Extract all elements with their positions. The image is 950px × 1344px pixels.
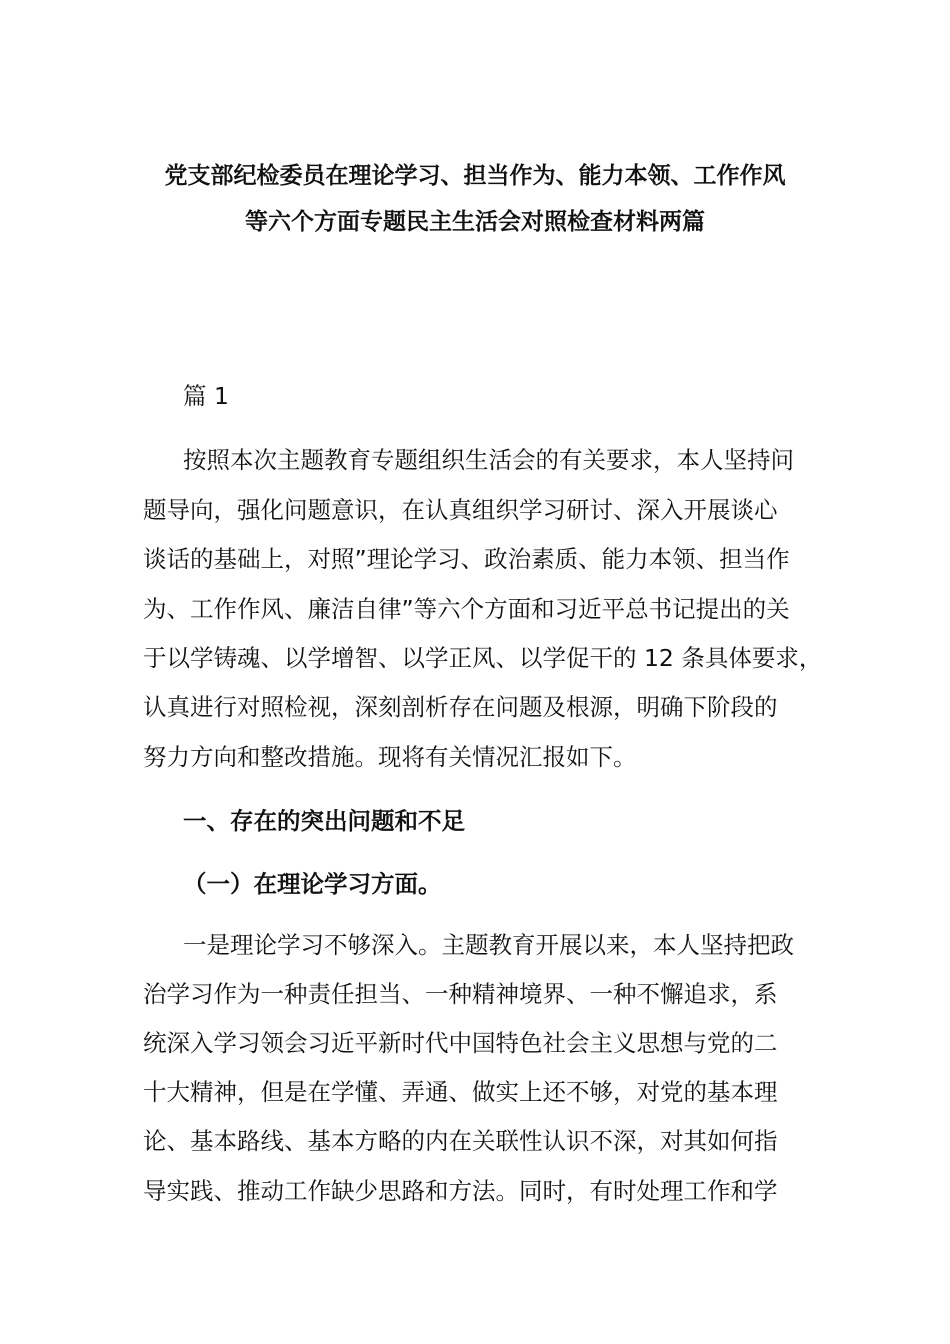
paragraph-line: 按照本次主题教育专题组织生活会的有关要求，本人坚持问 xyxy=(183,446,794,474)
paragraph-line: 认真进行对照检视，深刻剖析存在问题及根源，明确下阶段的 xyxy=(143,693,778,721)
paragraph-line: 导实践、推动工作缺少思路和方法。同时，有时处理工作和学 xyxy=(143,1177,778,1205)
paragraph-line: 于以学铸魂、以学增智、以学正风、以学促干的 12 条具体要求， xyxy=(143,644,823,672)
paragraph-line: 一是理论学习不够深入。主题教育开展以来，本人坚持把政 xyxy=(183,931,794,959)
paragraph-line: 统深入学习领会习近平新时代中国特色社会主义思想与党的二 xyxy=(143,1029,778,1057)
paragraph-line: 努力方向和整改措施。现将有关情况汇报如下。 xyxy=(143,743,637,771)
document-title-line-1: 党支部纪检委员在理论学习、担当作为、能力本领、工作作风 xyxy=(164,163,786,189)
paragraph-line: 谈话的基础上，对照”理论学习、政治素质、能力本领、担当作 xyxy=(143,545,790,573)
paragraph-line: 为、工作作风、廉洁自律”等六个方面和习近平总书记提出的关 xyxy=(143,595,790,623)
paragraph-line: 题导向，强化问题意识，在认真组织学习研讨、深入开展谈心 xyxy=(143,496,778,524)
paragraph-line: 治学习作为一种责任担当、一种精神境界、一种不懈追求，系 xyxy=(143,980,778,1008)
paragraph-line: 十大精神，但是在学懂、弄通、做实上还不够，对党的基本理 xyxy=(143,1078,778,1106)
document-title-line-2: 等六个方面专题民主生活会对照检查材料两篇 xyxy=(245,209,705,235)
paragraph-line: 论、基本路线、基本方略的内在关联性认识不深，对其如何指 xyxy=(143,1127,778,1155)
subsection-heading: （一）在理论学习方面。 xyxy=(183,870,442,898)
section-label: 篇 1 xyxy=(183,382,229,410)
section-heading: 一、存在的突出问题和不足 xyxy=(183,807,465,835)
